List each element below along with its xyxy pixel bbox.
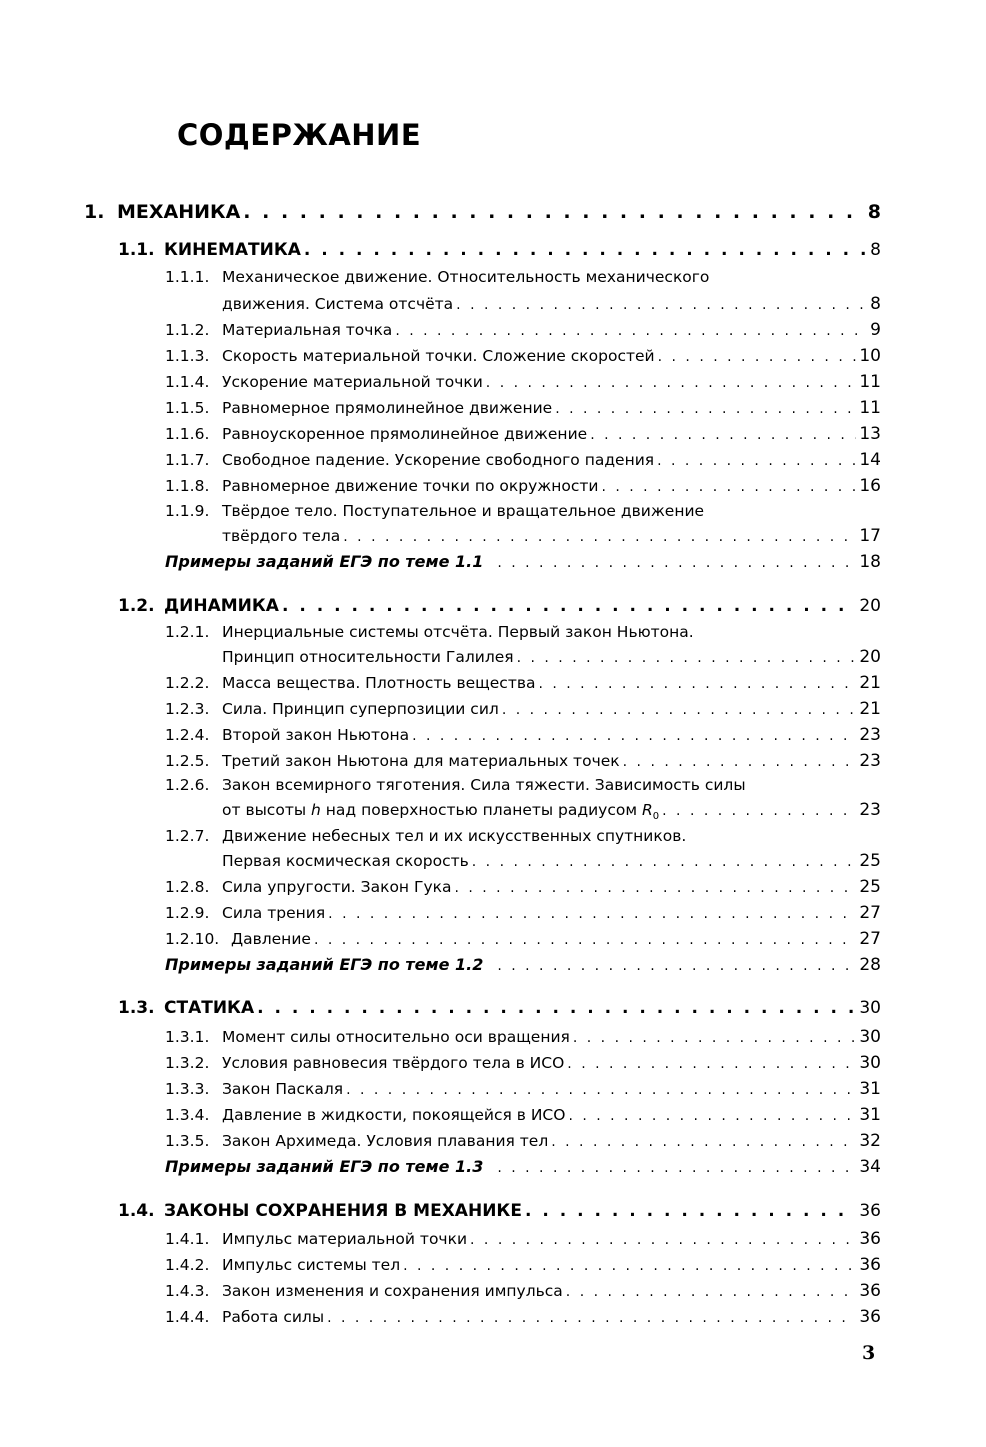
toc-entry-1-2-2[interactable] xyxy=(165,673,881,693)
leader-dots xyxy=(502,702,857,718)
toc-title: ЗАКОНЫ СОХРАНЕНИЯ В МЕХАНИКЕ xyxy=(164,1201,522,1221)
toc-title: Инерциальные системы отсчёта. Первый закон Ньютона. xyxy=(222,623,694,641)
toc-title: Закон изменения и сохранения импульса xyxy=(222,1282,563,1300)
leader-dots xyxy=(497,958,856,974)
toc-section-mechanics[interactable] xyxy=(84,201,881,223)
toc-number: 1.4.1. xyxy=(165,1230,210,1248)
toc-examples-1-3[interactable] xyxy=(165,1157,881,1177)
leader-dots xyxy=(568,1108,856,1124)
toc-subsection-conservation[interactable] xyxy=(118,1201,881,1221)
toc-title: Третий закон Ньютона для материальных точек xyxy=(222,752,620,770)
toc-entry-1-1-8[interactable] xyxy=(165,476,881,496)
toc-title: Второй закон Ньютона xyxy=(222,726,410,744)
toc-number: 1.1.7. xyxy=(165,451,210,469)
toc-page: 30 xyxy=(859,1053,881,1073)
toc-title: Закон Архимеда. Условия плавания тел xyxy=(222,1132,549,1150)
toc-page: 23 xyxy=(859,725,881,745)
leader-dots xyxy=(395,323,867,339)
toc-entry-1-2-1[interactable] xyxy=(165,623,881,641)
toc-title: Равноускоренное прямолинейное движение xyxy=(222,425,588,443)
toc-page: 36 xyxy=(859,1255,881,1275)
leader-dots xyxy=(662,803,856,819)
toc-title: Сила трения xyxy=(222,904,326,922)
toc-title: Примеры заданий ЕГЭ по теме 1.2 xyxy=(165,955,484,974)
toc-page: 11 xyxy=(859,372,881,392)
toc-number: 1.2.8. xyxy=(165,878,210,896)
leader-dots xyxy=(551,1134,856,1150)
toc-title: Равномерное движение точки по окружности xyxy=(222,477,599,495)
toc-entry-1-1-9[interactable] xyxy=(165,502,881,520)
toc-entry-1-2-4[interactable] xyxy=(165,725,881,745)
toc-page: 31 xyxy=(859,1105,881,1125)
toc-entry-1-2-7[interactable] xyxy=(165,827,881,845)
toc-entry-1-1-9-cont[interactable] xyxy=(165,526,881,546)
toc-entry-1-3-5[interactable] xyxy=(165,1131,881,1151)
toc-number: 1.3.4. xyxy=(165,1106,210,1124)
toc-page: 11 xyxy=(859,398,881,418)
toc-page: 21 xyxy=(859,673,881,693)
toc-entry-1-2-6[interactable] xyxy=(165,776,881,794)
toc-title: Ускорение материальной точки xyxy=(222,373,483,391)
toc-entry-1-2-6-cont[interactable] xyxy=(165,800,881,822)
toc-entry-1-1-7[interactable] xyxy=(165,450,881,470)
toc-title: от высоты h над поверхностью планеты радиусом $R_0$ xyxy=(222,801,660,823)
toc-number: 1.3.3. xyxy=(165,1080,210,1098)
toc-page: 18 xyxy=(859,552,881,572)
toc-number: 1.2.3. xyxy=(165,700,210,718)
toc-page: 9 xyxy=(870,320,881,340)
toc-title: твёрдого тела xyxy=(222,527,341,545)
toc-entry-1-1-3[interactable] xyxy=(165,346,881,366)
toc-page: 25 xyxy=(859,851,881,871)
toc-title: Импульс системы тел xyxy=(222,1256,401,1274)
toc-number: 1.4.3. xyxy=(165,1282,210,1300)
toc-title: СТАТИКА xyxy=(164,998,255,1018)
toc-subsection-statics[interactable] xyxy=(118,998,881,1018)
toc-title: движения. Система отсчёта xyxy=(222,295,454,313)
toc-page: 31 xyxy=(859,1079,881,1099)
toc-entry-1-1-6[interactable] xyxy=(165,424,881,444)
leader-dots xyxy=(623,754,857,770)
toc-title: Механическое движение. Относительность механического xyxy=(222,268,710,286)
toc-number: 1.2.7. xyxy=(165,827,210,845)
toc-examples-1-1[interactable] xyxy=(165,552,881,572)
toc-number: 1.1.1. xyxy=(165,268,210,286)
page-title: СОДЕРЖАНИЕ xyxy=(177,118,422,152)
toc-title: Примеры заданий ЕГЭ по теме 1.1 xyxy=(165,552,484,571)
toc-title: Давление xyxy=(231,930,311,948)
toc-number: 1.3. xyxy=(118,998,155,1018)
toc-title: Условия равновесия твёрдого тела в ИСО xyxy=(222,1054,565,1072)
toc-page: 14 xyxy=(859,450,881,470)
toc-entry-1-1-5[interactable] xyxy=(165,398,881,418)
leader-dots xyxy=(573,1030,856,1046)
toc-title: Движение небесных тел и их искусственных спутников. xyxy=(222,827,687,845)
toc-number: 1.4.2. xyxy=(165,1256,210,1274)
toc-number: 1.4.4. xyxy=(165,1308,210,1326)
toc-entry-1-3-4[interactable] xyxy=(165,1105,881,1125)
toc-examples-1-2[interactable] xyxy=(165,955,881,975)
toc-page: 8 xyxy=(870,294,881,314)
toc-entry-1-1-2[interactable] xyxy=(165,320,881,340)
leader-dots xyxy=(555,401,856,417)
toc-title: ДИНАМИКА xyxy=(164,596,279,616)
toc-entry-1-2-7-cont[interactable] xyxy=(165,851,881,871)
toc-title: Давление в жидкости, покоящейся в ИСО xyxy=(222,1106,566,1124)
leader-dots xyxy=(538,676,856,692)
toc-title: Момент силы относительно оси вращения xyxy=(222,1028,570,1046)
toc-entry-1-1-1-cont[interactable] xyxy=(165,294,881,314)
toc-title: Примеры заданий ЕГЭ по теме 1.3 xyxy=(165,1157,484,1176)
toc-title: Твёрдое тело. Поступательное и вращательное движение xyxy=(222,502,705,520)
leader-dots xyxy=(327,1310,856,1326)
leader-dots xyxy=(497,555,856,571)
leader-dots xyxy=(566,1284,857,1300)
leader-dots xyxy=(412,728,856,744)
leader-dots xyxy=(590,427,856,443)
toc-title: Материальная точка xyxy=(222,321,393,339)
toc-page: 21 xyxy=(859,699,881,719)
toc-title: Свободное падение. Ускорение свободного падения xyxy=(222,451,655,469)
toc-number: 1.1.5. xyxy=(165,399,210,417)
toc-page: 30 xyxy=(859,998,881,1018)
leader-dots xyxy=(497,1160,856,1176)
toc-entry-1-4-2[interactable] xyxy=(165,1255,881,1275)
toc-title: Равномерное прямолинейное движение xyxy=(222,399,553,417)
toc-page: 28 xyxy=(859,955,881,975)
toc-title: Импульс материальной точки xyxy=(222,1230,468,1248)
toc-number: 1.1.2. xyxy=(165,321,210,339)
toc-page: 25 xyxy=(859,877,881,897)
toc-number: 1.2.6. xyxy=(165,776,210,794)
toc-page: 23 xyxy=(859,800,881,820)
toc-title: КИНЕМАТИКА xyxy=(164,240,301,260)
toc-entry-1-4-1[interactable] xyxy=(165,1229,881,1249)
toc-title: МЕХАНИКА xyxy=(117,201,241,223)
toc-number: 1.1.3. xyxy=(165,347,210,365)
toc-entry-1-4-4[interactable] xyxy=(165,1307,881,1327)
toc-number: 1.2.5. xyxy=(165,752,210,770)
toc-title: Закон Паскаля xyxy=(222,1080,344,1098)
leader-dots xyxy=(328,906,856,922)
leader-dots xyxy=(472,854,857,870)
toc-subsection-kinematics[interactable] xyxy=(118,240,881,260)
toc-title: Принцип относительности Галилея xyxy=(222,648,514,666)
toc-entry-1-2-9[interactable] xyxy=(165,903,881,923)
toc-title: Работа силы xyxy=(222,1308,325,1326)
toc-number: 1.1.8. xyxy=(165,477,210,495)
toc-title: Масса вещества. Плотность вещества xyxy=(222,674,536,692)
toc-entry-1-4-3[interactable] xyxy=(165,1281,881,1301)
toc-entry-1-2-5[interactable] xyxy=(165,751,881,771)
toc-page: 34 xyxy=(859,1157,881,1177)
leader-dots xyxy=(456,297,867,313)
toc-title: Скорость материальной точки. Сложение скоростей xyxy=(222,347,655,365)
toc-page: 27 xyxy=(859,903,881,923)
toc-page: 20 xyxy=(859,647,881,667)
leader-dots xyxy=(601,479,856,495)
toc-page: 36 xyxy=(859,1281,881,1301)
leader-dots xyxy=(525,1201,856,1221)
toc-entry-1-3-3[interactable] xyxy=(165,1079,881,1099)
toc-entry-1-1-4[interactable] xyxy=(165,372,881,392)
toc-page: 36 xyxy=(859,1307,881,1327)
leader-dots xyxy=(486,375,857,391)
toc-page: 36 xyxy=(859,1201,881,1221)
leader-dots xyxy=(658,349,857,365)
toc-number: 1.2.2. xyxy=(165,674,210,692)
leader-dots xyxy=(657,453,856,469)
toc-page: 27 xyxy=(859,929,881,949)
toc-subsection-dynamics[interactable] xyxy=(118,596,881,616)
toc-entry-1-2-1-cont[interactable] xyxy=(165,647,881,667)
toc-title: Сила. Принцип суперпозиции сил xyxy=(222,700,499,718)
toc-entry-1-3-1[interactable] xyxy=(165,1027,881,1047)
leader-dots xyxy=(304,240,867,260)
leader-dots xyxy=(314,932,856,948)
toc-number: 1.1.9. xyxy=(165,502,210,520)
toc-entry-1-3-2[interactable] xyxy=(165,1053,881,1073)
leader-dots xyxy=(282,596,856,616)
toc-page: 32 xyxy=(859,1131,881,1151)
leader-dots xyxy=(243,201,864,223)
leader-dots xyxy=(567,1056,856,1072)
toc-number: 1.1.6. xyxy=(165,425,210,443)
toc-page: 23 xyxy=(859,751,881,771)
toc-page: 16 xyxy=(859,476,881,496)
leader-dots xyxy=(257,998,856,1018)
leader-dots xyxy=(517,650,857,666)
toc-page: 10 xyxy=(859,346,881,366)
toc-entry-1-2-8[interactable] xyxy=(165,877,881,897)
toc-number: 1.3.2. xyxy=(165,1054,210,1072)
toc-page: 36 xyxy=(859,1229,881,1249)
toc-page: 17 xyxy=(859,526,881,546)
toc-page: 20 xyxy=(859,596,881,616)
toc-number: 1.1. xyxy=(118,240,155,260)
toc-number: 1.2. xyxy=(118,596,155,616)
toc-number: 1.2.1. xyxy=(165,623,210,641)
toc-number: 1.3.5. xyxy=(165,1132,210,1150)
leader-dots xyxy=(346,1082,856,1098)
toc-title: Первая космическая скорость xyxy=(222,852,469,870)
leader-dots xyxy=(470,1232,856,1248)
toc-number: 1.2.10. xyxy=(165,930,220,948)
toc-entry-1-1-1[interactable] xyxy=(165,268,881,286)
toc-entry-1-2-3[interactable] xyxy=(165,699,881,719)
toc-number: 1.2.9. xyxy=(165,904,210,922)
page-number: 3 xyxy=(862,1342,876,1364)
leader-dots xyxy=(454,880,856,896)
toc-number: 1. xyxy=(84,201,105,223)
toc-page: 8 xyxy=(867,201,881,223)
toc-entry-1-2-10[interactable] xyxy=(165,929,881,949)
toc-title: Сила упругости. Закон Гука xyxy=(222,878,452,896)
toc-number: 1.4. xyxy=(118,1201,155,1221)
toc-page: 30 xyxy=(859,1027,881,1047)
toc-number: 1.3.1. xyxy=(165,1028,210,1046)
toc-number: 1.1.4. xyxy=(165,373,210,391)
toc-number: 1.2.4. xyxy=(165,726,210,744)
leader-dots xyxy=(343,529,856,545)
toc-page: 13 xyxy=(859,424,881,444)
toc-page: 8 xyxy=(870,240,881,260)
leader-dots xyxy=(403,1258,856,1274)
toc-title: Закон всемирного тяготения. Сила тяжести. Зависимость силы xyxy=(222,776,746,794)
